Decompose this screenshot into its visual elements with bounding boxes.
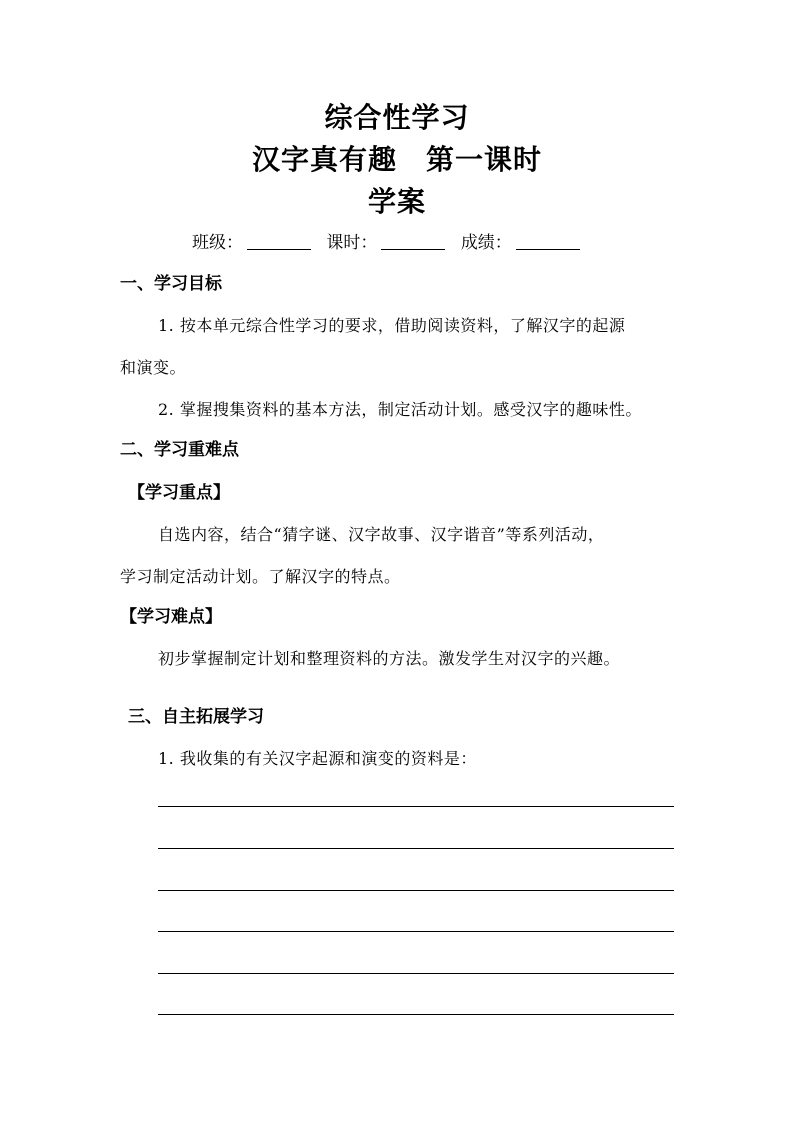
objective-2: 2. 掌握搜集资料的基本方法，制定活动计划。感受汉字的趣味性。 xyxy=(158,400,642,419)
class-blank[interactable] xyxy=(247,231,311,250)
page-title: 综合性学习 xyxy=(324,101,470,134)
document-type-title: 学案 xyxy=(367,185,426,218)
difficult-point-heading: 【学习难点】 xyxy=(120,607,222,627)
class-label: 班级： xyxy=(192,233,243,253)
period-label: 课时： xyxy=(326,233,378,253)
score-label: 成绩： xyxy=(460,233,512,253)
difficult-point-text: 初步掌握制定计划和整理资料的方法。激发学生对汉字的兴趣。 xyxy=(158,649,621,668)
key-point-heading: 【学习重点】 xyxy=(128,483,230,503)
answer-line[interactable] xyxy=(158,848,674,849)
objective-1-line-1: 1. 按本单元综合性学习的要求，借助阅读资料，了解汉字的起源 xyxy=(158,316,626,335)
student-info-row xyxy=(192,230,590,256)
period-blank[interactable] xyxy=(381,231,445,250)
answer-line[interactable] xyxy=(158,931,674,932)
answer-line[interactable] xyxy=(158,890,674,891)
section-heading-objectives: 一、学习目标 xyxy=(120,274,222,294)
key-point-line-1: 自选内容，结合“猜字谜、汉字故事、汉字谐音”等系列活动， xyxy=(158,525,605,544)
question-1: 1. 我收集的有关汉字起源和演变的资料是： xyxy=(158,749,477,768)
answer-line[interactable] xyxy=(158,1014,674,1015)
answer-line[interactable] xyxy=(158,973,674,974)
score-blank[interactable] xyxy=(516,231,580,250)
lesson-title: 汉字真有趣 第一课时 xyxy=(251,143,542,176)
section-heading-self-study: 三、自主拓展学习 xyxy=(128,707,264,727)
objective-1-line-2: 和演变。 xyxy=(120,358,187,377)
answer-line[interactable] xyxy=(158,806,674,807)
key-point-line-2: 学习制定活动计划。了解汉字的特点。 xyxy=(120,567,401,586)
section-heading-key-points: 二、学习重难点 xyxy=(120,440,239,460)
